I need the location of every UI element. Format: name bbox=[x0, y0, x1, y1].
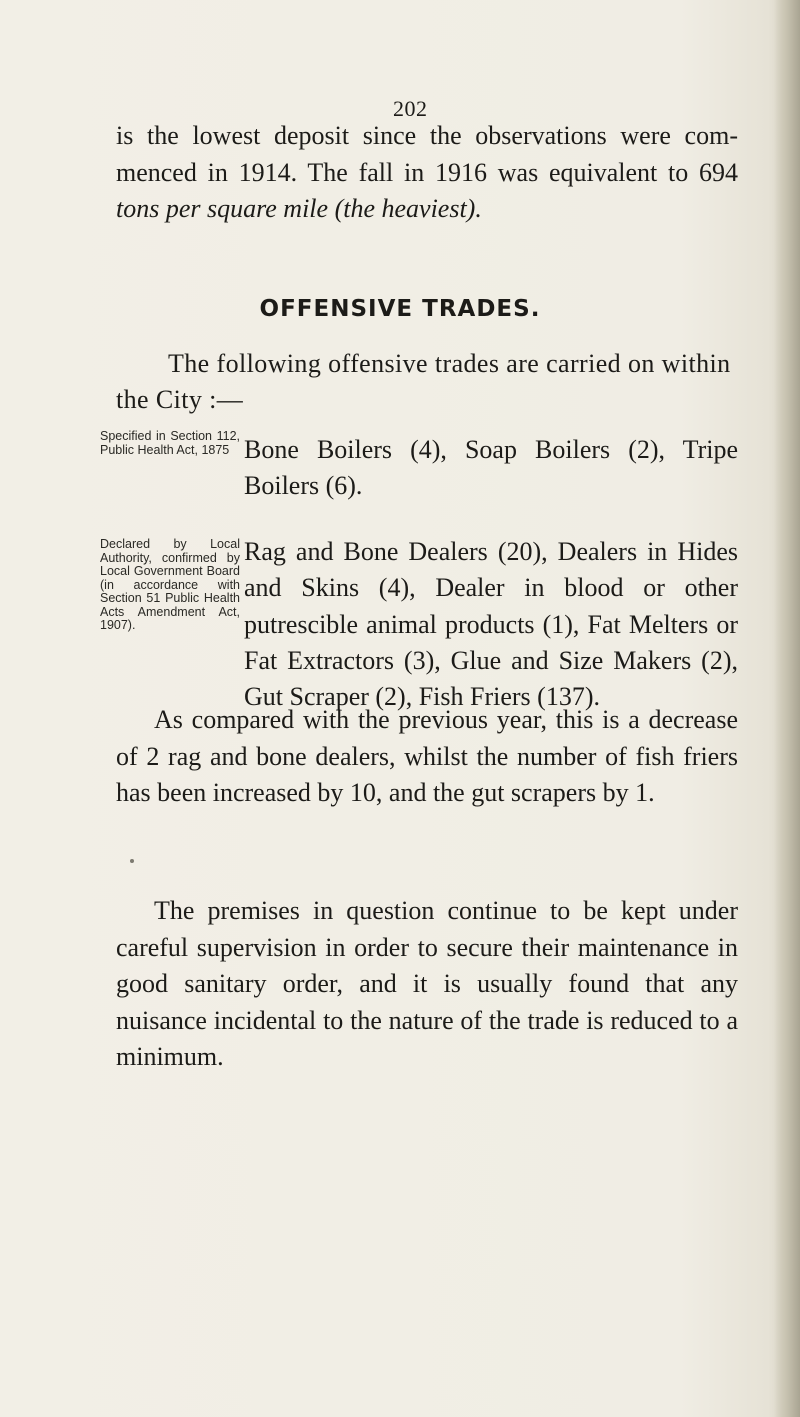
page-number: 202 bbox=[393, 96, 428, 121]
intro-paragraph bbox=[116, 118, 738, 228]
section-heading: OFFENSIVE TRADES. bbox=[259, 296, 541, 322]
declared-trades-list: Rag and Bone Dealers (20), Dealers in Hides and Skins (4), Dealer in blood or other putrescible animal products (1), Fat Melters or Fat Extractors (3), Glue and Size Makers (2), Gut Scraper (2), Fish Friers (137). bbox=[244, 537, 738, 712]
premises-paragraph: The premises in question continue to be kept under careful supervision in order to secure their maintenance in good sanitary order, and it is usually found that any nuisance incidental to the nature of the trade is reduced to a minimum. bbox=[116, 896, 738, 1071]
intro-paragraph-italic: tons per square mile (the heaviest). bbox=[116, 194, 482, 223]
ink-speck bbox=[130, 859, 134, 863]
comparison-paragraph: As compared with the previous year, this is a decrease of 2 rag and bone dealers, whilst the number of fish friers has been increased by 10, and the gut scrapers by 1. bbox=[116, 705, 738, 807]
page-edge-shadow bbox=[774, 0, 800, 1417]
margin-note-specified: Specified in Section 112, Public Health Act, 1875 bbox=[100, 429, 240, 457]
intro-paragraph-plain: is the lowest deposit since the observations were commenced in 1914. The fall in 1916 was equivalent to 694 bbox=[116, 121, 738, 187]
lead-in-paragraph: The following offensive trades are carried on within the City :— bbox=[116, 349, 731, 414]
specified-trades-list: Bone Boilers (4), Soap Boilers (2), Tripe Boilers (6). bbox=[244, 435, 738, 501]
margin-note-declared: Declared by Local Authority, confirmed by Local Government Board (in accordance with Section 51 Public Health Acts Amendment Act, 1907). bbox=[100, 537, 240, 632]
